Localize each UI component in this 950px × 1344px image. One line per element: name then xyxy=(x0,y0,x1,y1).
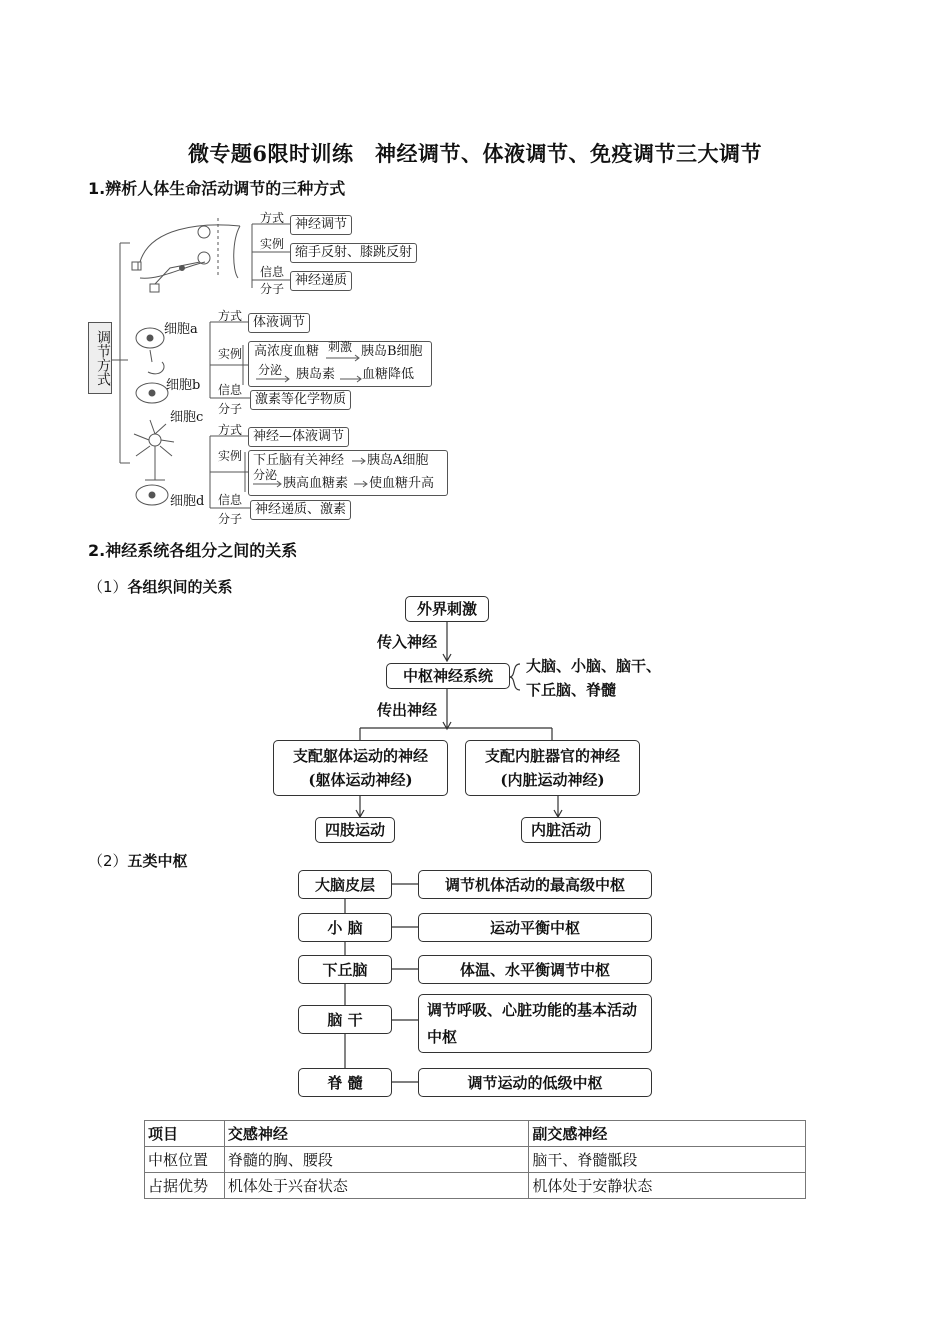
center-name-4: 脊 髓 xyxy=(298,1068,392,1097)
flow-visceral: 支配内脏器官的神经 (内脏运动神经) xyxy=(465,740,640,796)
b3-fangshi: 神经—体液调节 xyxy=(248,427,349,447)
b3-xinxi-label: 信息 xyxy=(218,493,243,507)
b3-shili-b: 胰岛A细胞 xyxy=(367,453,429,468)
flow-somatic: 支配躯体运动的神经 (躯体运动神经) xyxy=(273,740,448,796)
table-cell: 副交感神经 xyxy=(529,1121,806,1147)
b1-fangshi: 神经调节 xyxy=(290,215,352,235)
b1-fenzi-label: 分子 xyxy=(260,282,285,296)
cell-d-label: 细胞d xyxy=(170,494,205,509)
b1-shili: 缩手反射、膝跳反射 xyxy=(290,243,417,263)
subheading-2: （2）五类中枢 xyxy=(88,852,188,870)
b2-fangshi-label: 方式 xyxy=(218,309,243,323)
b3-shili-l2c: 使血糖升高 xyxy=(369,476,435,491)
subheading-1: （1）各组织间的关系 xyxy=(88,578,233,596)
b2-shili-arrow1: 刺激 xyxy=(328,340,353,354)
cell-c-label: 细胞c xyxy=(170,410,204,425)
b2-fenzi-label: 分子 xyxy=(218,402,243,416)
b2-fenzi: 激素等化学物质 xyxy=(250,390,351,410)
flow-cns-parts: 大脑、小脑、脑干、 下丘脑、脊髓 xyxy=(526,657,662,699)
flow-afferent: 传入神经 xyxy=(377,633,438,651)
table-cell: 脊髓的胸、腰段 xyxy=(224,1147,529,1173)
center-name-0: 大脑皮层 xyxy=(298,870,392,899)
table-cell: 中枢位置 xyxy=(145,1147,225,1173)
b3-fenzi: 神经递质、激素 xyxy=(250,500,351,520)
b1-fenzi: 神经递质 xyxy=(290,271,352,291)
b2-shili-l2c: 血糖降低 xyxy=(362,367,415,382)
center-name-3: 脑 干 xyxy=(298,1005,392,1034)
flow-cns: 中枢神经系统 xyxy=(386,663,510,689)
page-title: 微专题6限时训练 神经调节、体液调节、免疫调节三大调节 xyxy=(187,141,763,166)
b2-shili-label: 实例 xyxy=(218,347,243,361)
flow-visceral-activity: 内脏活动 xyxy=(521,817,601,843)
b2-shili-l2b: 胰岛素 xyxy=(296,367,336,382)
b3-fenzi-label: 分子 xyxy=(218,512,243,526)
flow-efferent: 传出神经 xyxy=(377,701,438,719)
center-desc-2: 体温、水平衡调节中枢 xyxy=(418,955,652,984)
center-desc-1: 运动平衡中枢 xyxy=(418,913,652,942)
center-name-2: 下丘脑 xyxy=(298,955,392,984)
table-row xyxy=(145,1147,806,1173)
b1-shili-label: 实例 xyxy=(260,237,285,251)
center-desc-4: 调节运动的低级中枢 xyxy=(418,1068,652,1097)
b2-xinxi-label: 信息 xyxy=(218,383,243,397)
flow-limbs: 四肢运动 xyxy=(315,817,395,843)
table-cell: 项目 xyxy=(145,1121,225,1147)
b3-fangshi-label: 方式 xyxy=(218,423,243,437)
b2-shili-a: 高浓度血糖 xyxy=(254,344,320,359)
table-row xyxy=(145,1173,806,1199)
table-cell: 机体处于兴奋状态 xyxy=(224,1173,529,1199)
center-desc-3: 调节呼吸、心脏功能的基本活动中枢 xyxy=(418,994,652,1053)
b2-fangshi: 体液调节 xyxy=(248,313,310,333)
b1-fangshi-label: 方式 xyxy=(260,211,285,225)
b1-xinxi-label: 信息 xyxy=(260,265,285,279)
table-cell: 机体处于安静状态 xyxy=(529,1173,806,1199)
nerve-comparison-table xyxy=(144,1120,806,1199)
section1-heading: 1.辨析人体生命活动调节的三种方式 xyxy=(88,179,346,198)
cell-b-label: 细胞b xyxy=(166,378,201,393)
cell-a-label: 细胞a xyxy=(164,322,198,337)
b3-shili-a: 下丘脑有关神经 xyxy=(253,453,345,468)
b3-shili-arrow2: 分泌 xyxy=(253,468,278,482)
section2-heading: 2.神经系统各组分之间的关系 xyxy=(88,541,298,560)
table-cell: 占据优势 xyxy=(145,1173,225,1199)
b2-shili-b: 胰岛B细胞 xyxy=(361,344,423,359)
table-cell: 交感神经 xyxy=(224,1121,529,1147)
center-name-1: 小 脑 xyxy=(298,913,392,942)
table-row xyxy=(145,1121,806,1147)
table-cell: 脑干、脊髓骶段 xyxy=(529,1147,806,1173)
b3-shili-l2b: 胰高血糖素 xyxy=(283,476,349,491)
root-label: 调节方式 xyxy=(88,322,112,394)
b2-shili-arrow2: 分泌 xyxy=(258,363,283,377)
center-desc-0: 调节机体活动的最高级中枢 xyxy=(418,870,652,899)
flow-stimulus: 外界刺激 xyxy=(405,596,489,622)
b3-shili-label: 实例 xyxy=(218,449,243,463)
